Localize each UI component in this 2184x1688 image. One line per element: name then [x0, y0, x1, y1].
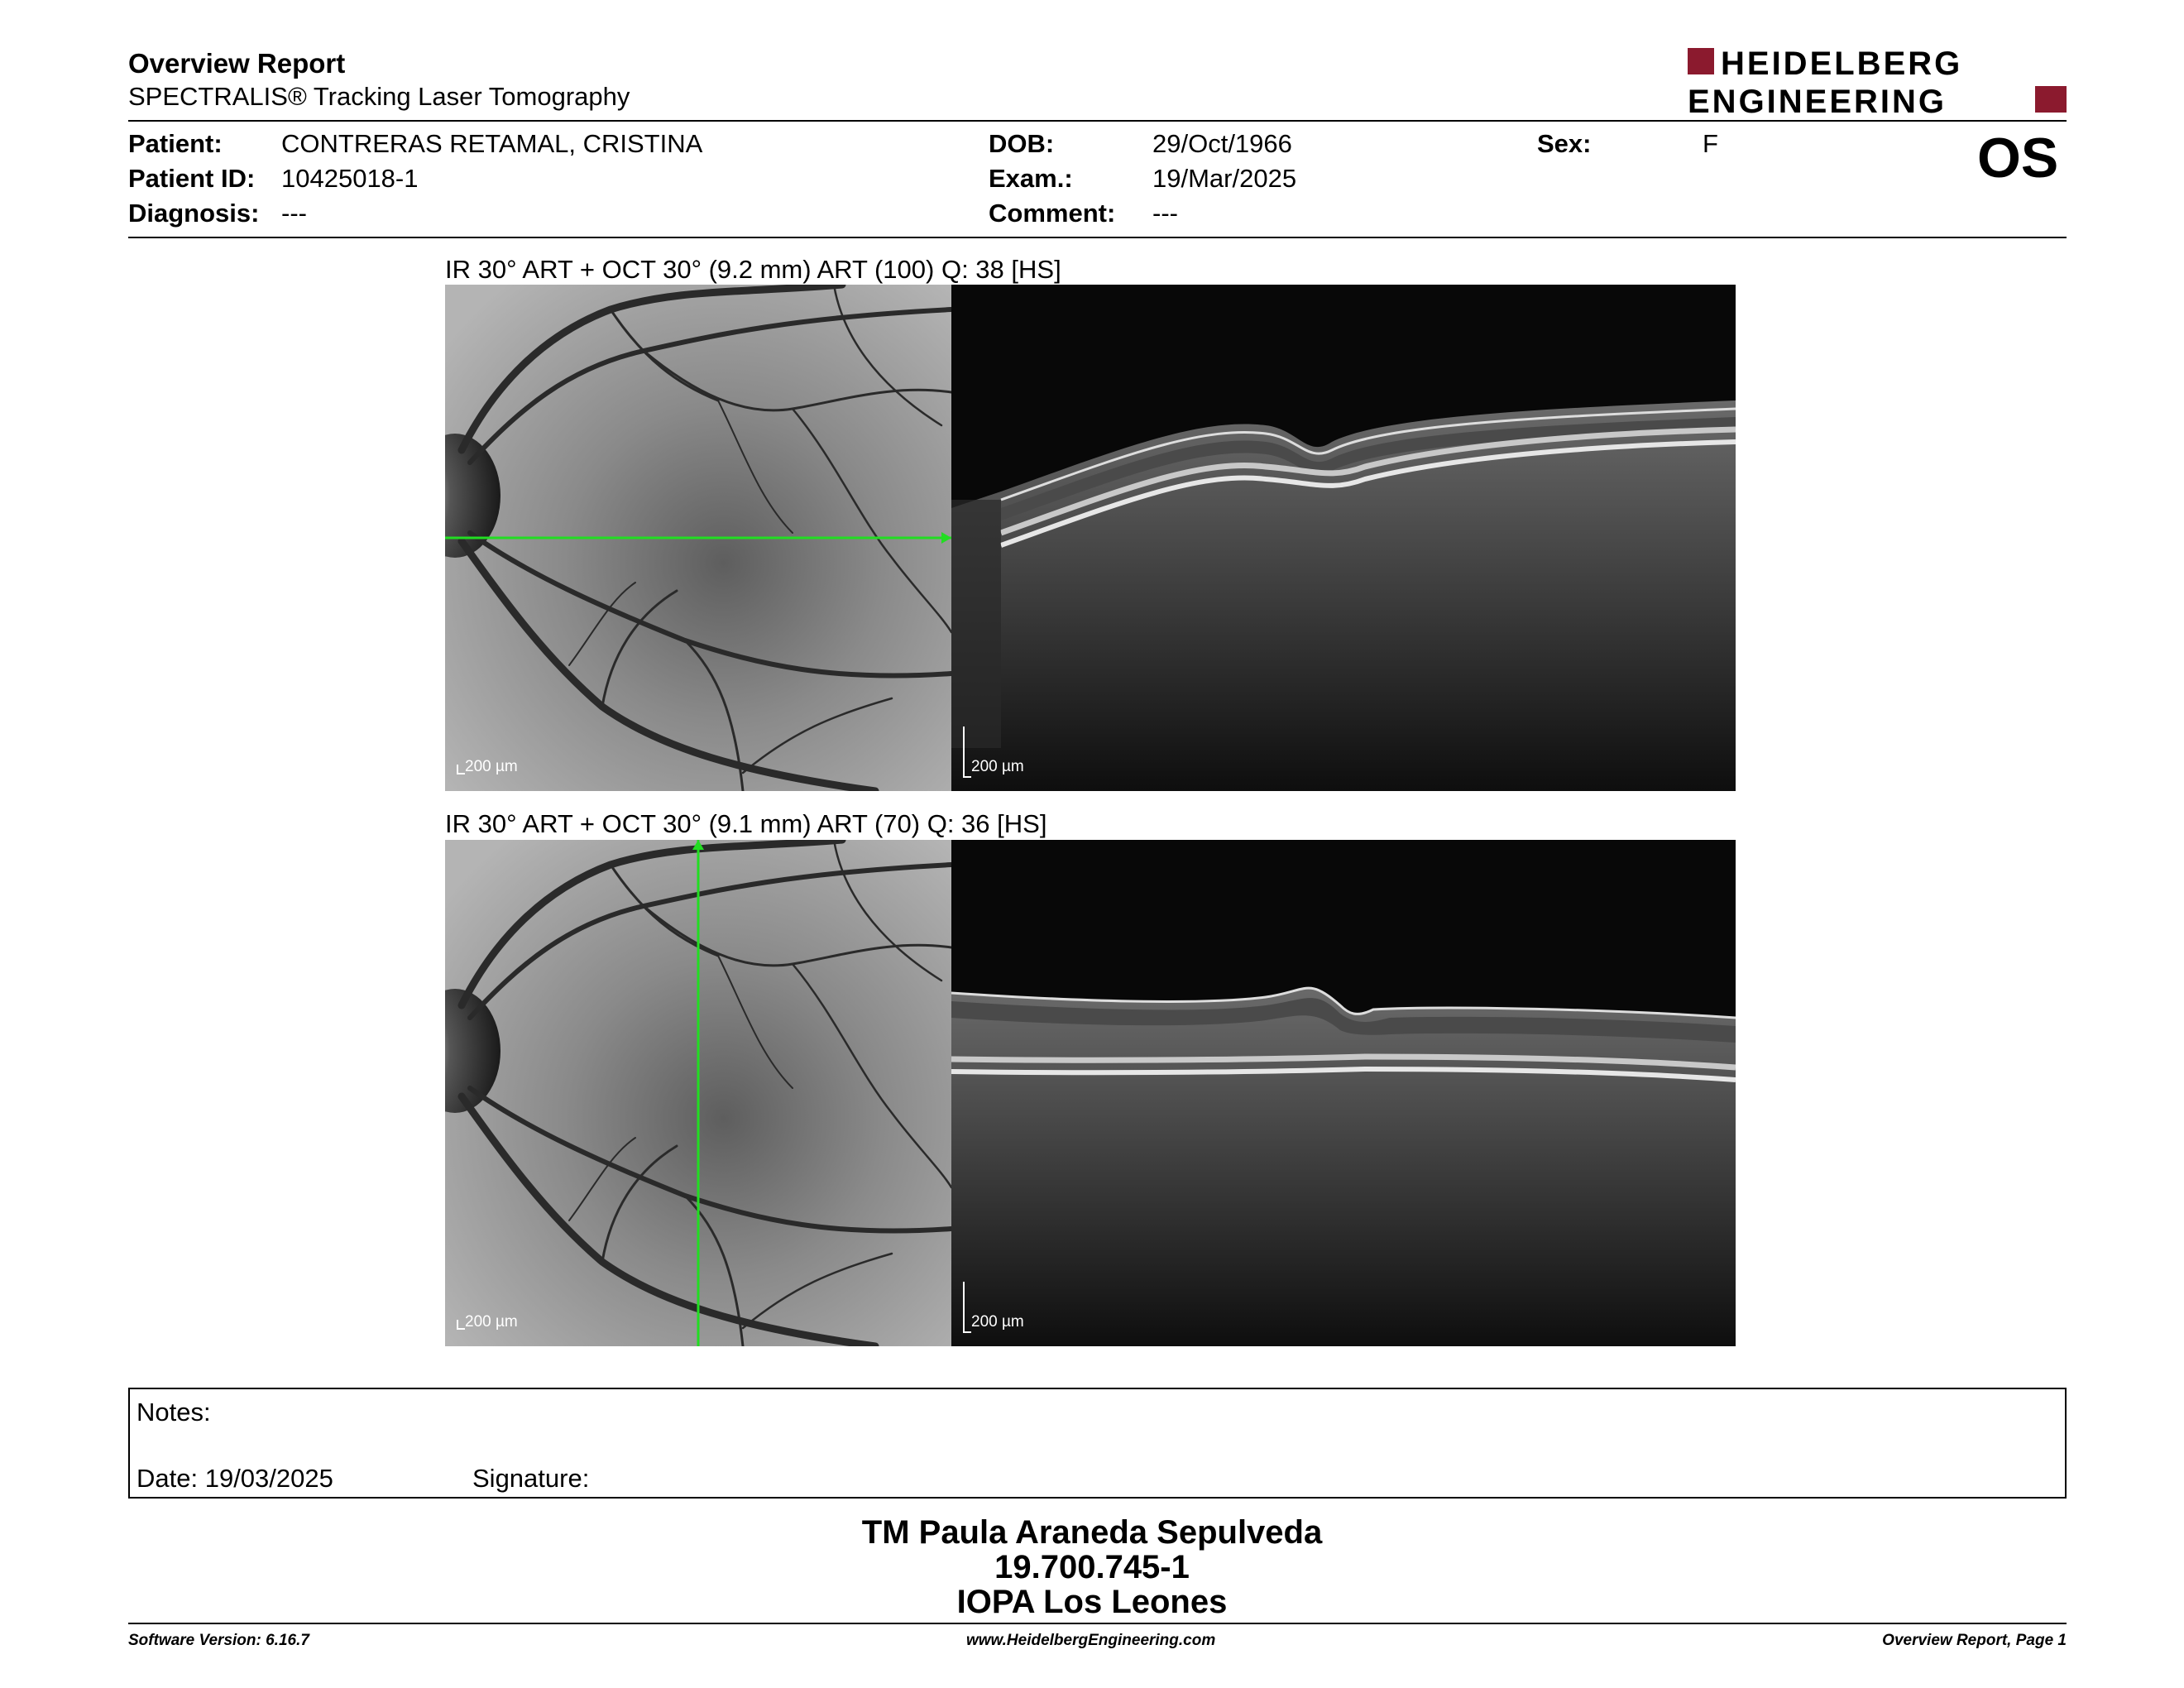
svg-text:HEIDELBERG: HEIDELBERG: [1721, 46, 1963, 82]
sex-label: Sex:: [1537, 129, 1592, 158]
signature-label: Signature:: [472, 1464, 590, 1493]
exam-value: 19/Mar/2025: [1152, 164, 1297, 193]
page-indicator: Overview Report, Page 1: [1882, 1632, 2067, 1649]
svg-text:ENGINEERING: ENGINEERING: [1688, 84, 1947, 116]
oct-bscan-image-1: [951, 285, 1736, 791]
report-title: Overview Report: [128, 48, 346, 79]
patient-id-label: Patient ID:: [128, 164, 256, 193]
patient-label: Patient:: [128, 129, 223, 158]
exam-label: Exam.:: [989, 164, 1073, 193]
sex-value: F: [1703, 129, 1718, 158]
patient-id-value: 10425018-1: [281, 164, 419, 193]
notes-label: Notes:: [136, 1398, 211, 1427]
website-link[interactable]: www.HeidelbergEngineering.com: [966, 1632, 1216, 1649]
comment-value: ---: [1152, 199, 1178, 228]
ir-fundus-image-2: [445, 840, 951, 1346]
oct-bscan-image-2: [951, 840, 1736, 1346]
diagnosis-value: ---: [281, 199, 307, 228]
dob-value: 29/Oct/1966: [1152, 129, 1292, 158]
scan-title-1: IR 30° ART + OCT 30° (9.2 mm) ART (100) Q: 38 [HS]: [445, 255, 1061, 284]
date-label: Date: 19/03/2025: [136, 1464, 333, 1493]
signatory-id: 19.700.745-1: [994, 1549, 1190, 1585]
oct-scale-label-2: 200 µm: [971, 1313, 1024, 1331]
patient-name: CONTRERAS RETAMAL, CRISTINA: [281, 129, 703, 158]
scan-title-2: IR 30° ART + OCT 30° (9.1 mm) ART (70) Q: 36 [HS]: [445, 809, 1047, 838]
comment-label: Comment:: [989, 199, 1116, 228]
signatory-institution: IOPA Los Leones: [956, 1584, 1228, 1620]
signatory-name: TM Paula Araneda Sepulveda: [861, 1514, 1323, 1551]
footer-rule: [128, 1623, 2067, 1624]
heidelberg-logo: [1688, 46, 2068, 116]
report-subtitle: SPECTRALIS® Tracking Laser Tomography: [128, 82, 630, 111]
patient-rule: [128, 237, 2067, 238]
scale-bar-icon: [457, 765, 465, 774]
ir-fundus-image-1: [445, 285, 951, 791]
scale-bar-icon: [963, 727, 971, 778]
oct-scale-label-1: 200 µm: [971, 758, 1024, 775]
software-version: Software Version: 6.16.7: [128, 1632, 309, 1649]
header-rule: [128, 120, 2067, 122]
diagnosis-label: Diagnosis:: [128, 199, 260, 228]
dob-label: DOB:: [989, 129, 1055, 158]
ir-scale-label-1: 200 µm: [465, 758, 518, 775]
scale-bar-icon: [457, 1320, 465, 1330]
scale-bar-icon: [963, 1282, 971, 1333]
eye-indicator: OS: [1977, 127, 2059, 189]
notes-box[interactable]: [128, 1388, 2067, 1499]
ir-scale-label-2: 200 µm: [465, 1313, 518, 1331]
